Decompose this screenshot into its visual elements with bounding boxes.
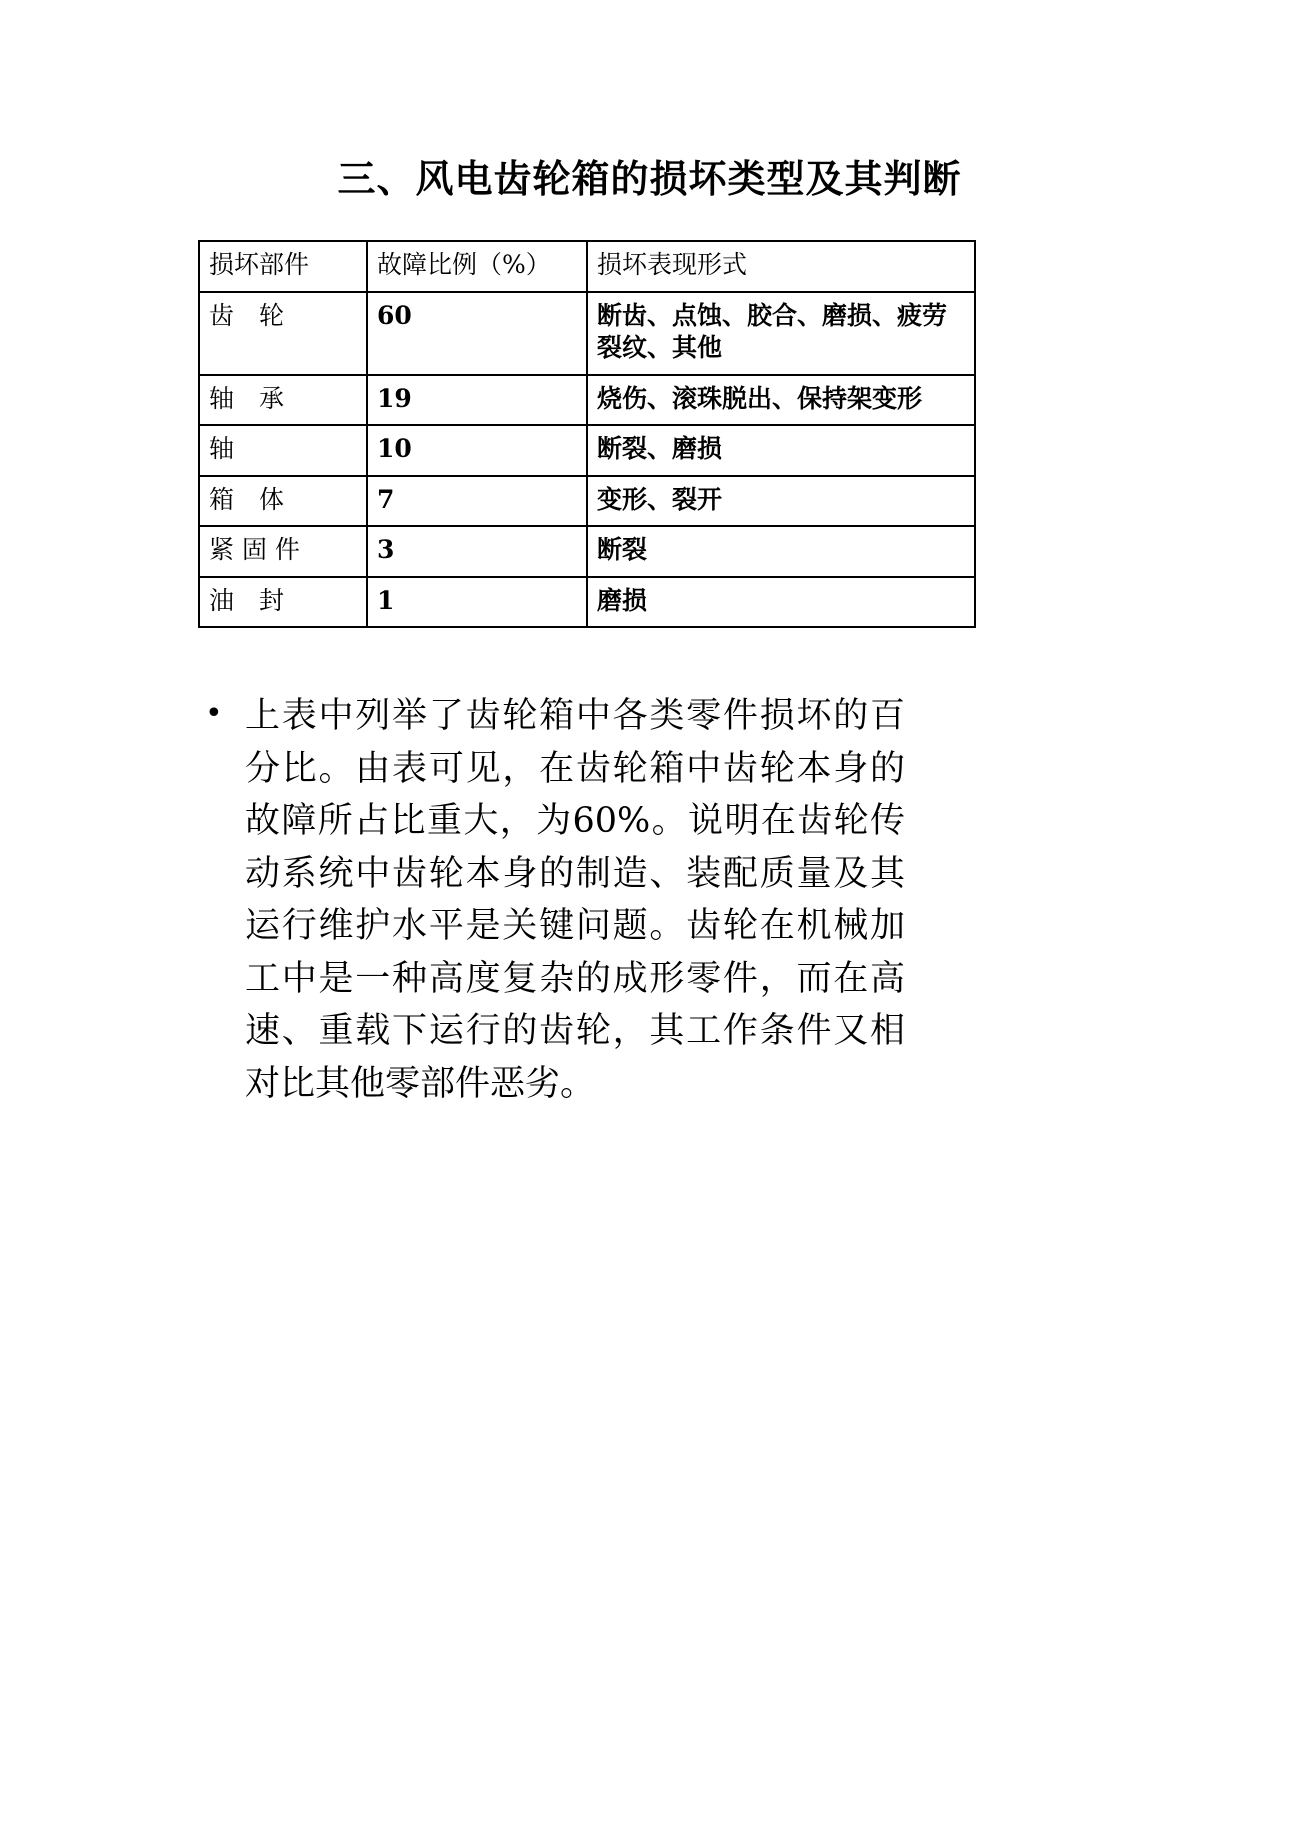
table-header-percent: 故障比例（%）: [367, 241, 587, 292]
table-row: [199, 375, 975, 426]
table-cell-form: 断裂、磨损: [587, 425, 975, 476]
table-cell-percent: 60: [367, 292, 587, 375]
table-cell-part: 轴 承: [199, 375, 367, 426]
table-cell-form: 变形、裂开: [587, 476, 975, 527]
table-cell-part: 齿 轮: [199, 292, 367, 375]
table-cell-percent: 10: [367, 425, 587, 476]
table-cell-percent: 3: [367, 526, 587, 577]
table-row: [199, 425, 975, 476]
table-header-row: [199, 241, 975, 292]
table-row: [199, 526, 975, 577]
damage-types-table: [198, 240, 976, 628]
table-cell-form: 磨损: [587, 577, 975, 628]
table-cell-part: 紧 固 件: [199, 526, 367, 577]
table-cell-part: 油 封: [199, 577, 367, 628]
bullet-paragraph: [205, 690, 905, 1110]
table-cell-percent: 7: [367, 476, 587, 527]
table-cell-part: 轴: [199, 425, 367, 476]
table-row: [199, 476, 975, 527]
bullet-marker: •: [205, 696, 223, 731]
table-header-part: 损坏部件: [199, 241, 367, 292]
table-cell-form: 断裂: [587, 526, 975, 577]
table-cell-form: 烧伤、滚珠脱出、保持架变形: [587, 375, 975, 426]
table-cell-percent: 1: [367, 577, 587, 628]
body-paragraph: 上表中列举了齿轮箱中各类零件损坏的百分比。由表可见，在齿轮箱中齿轮本身的故障所占比重大，为60%。说明在齿轮传动系统中齿轮本身的制造、装配质量及其运行维护水平是关键问题。齿轮在机械加工中是一种高度复杂的成形零件，而在高速、重载下运行的齿轮，其工作条件又相对比其他零部件恶劣。: [245, 696, 905, 1104]
page-title: 三、风电齿轮箱的损坏类型及其判断: [337, 156, 962, 201]
table-cell-percent: 19: [367, 375, 587, 426]
table-row: [199, 292, 975, 375]
table-row: [199, 577, 975, 628]
table-cell-form: 断齿、点蚀、胶合、磨损、疲劳裂纹、其他: [587, 292, 975, 375]
table-cell-part: 箱 体: [199, 476, 367, 527]
table-header-form: 损坏表现形式: [587, 241, 975, 292]
